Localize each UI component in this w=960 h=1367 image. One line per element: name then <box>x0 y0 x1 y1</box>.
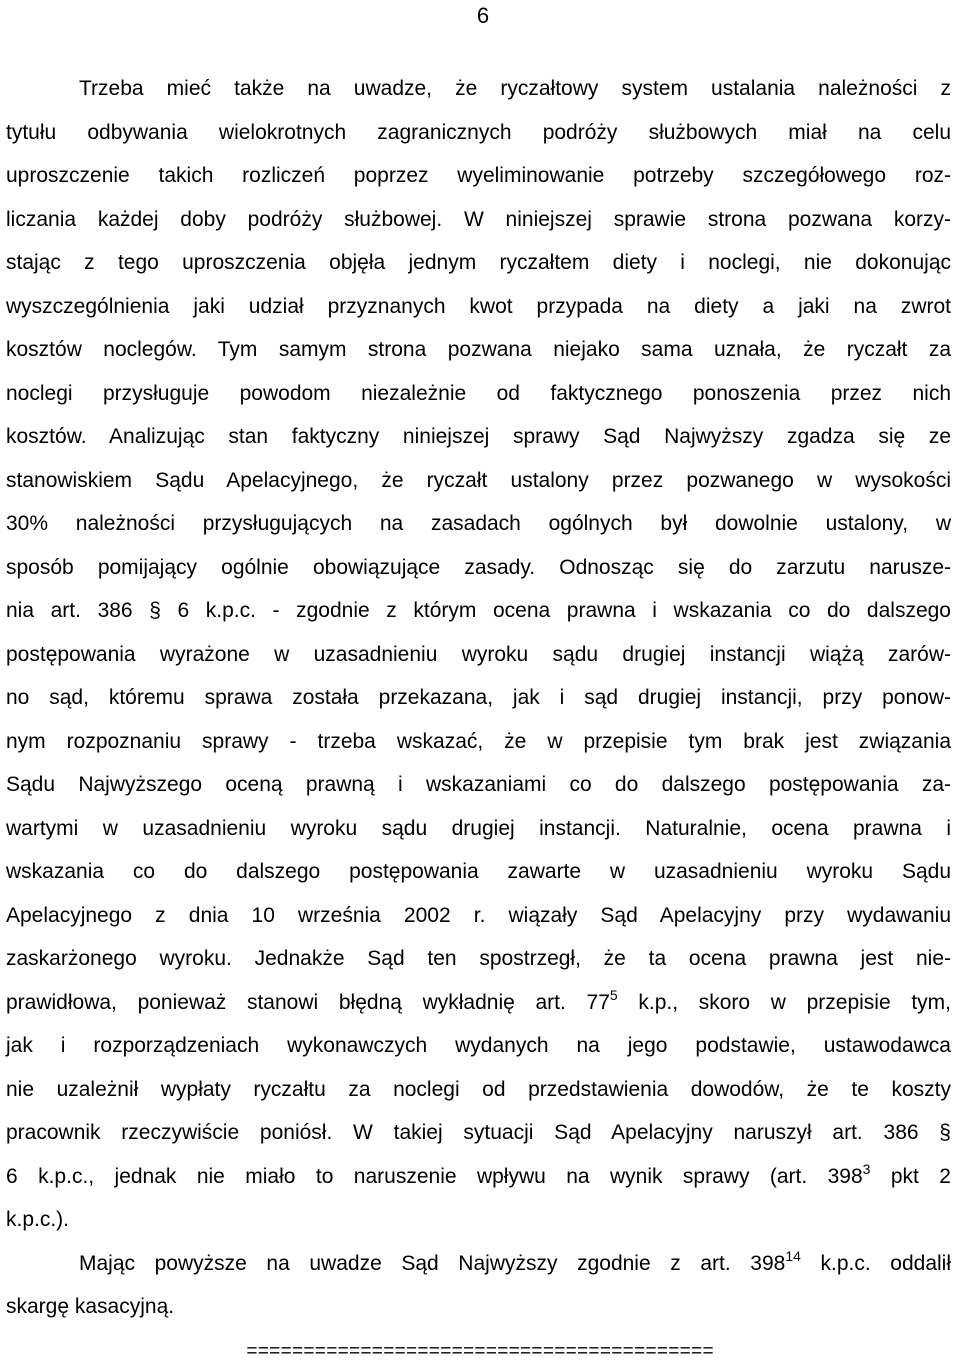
text-segment: Mając powyższe na uwadze Sąd Najwyższy zgodnie z art. 398 <box>79 1251 786 1275</box>
paragraph-line: wyszczególnienia jaki udział przyznanych kwot przypada na diety a jaki na zwrot <box>6 294 951 318</box>
text-segment: prawidłowa, ponieważ stanowi błędną wykładnię art. 77 <box>6 990 610 1014</box>
superscript: 14 <box>785 1247 801 1264</box>
paragraph-line: nie uzależnił wypłaty ryczałtu za noclegi od przedstawienia dowodów, że te koszty <box>6 1077 951 1101</box>
paragraph-line <box>6 1242 951 1286</box>
paragraph-line: k.p.c.). <box>6 1208 70 1231</box>
paragraph-line: sposób pomijający ogólnie obowiązujące zasady. Odnosząc się do zarzutu narusze- <box>6 555 951 579</box>
page-number: 6 <box>476 3 490 28</box>
text-segment: 6 k.p.c., jednak nie miało to naruszenie wpływu na wynik sprawy (art. 398 <box>6 1164 863 1188</box>
document-body <box>6 67 951 1329</box>
paragraph-line: skargę kasacyjną. <box>6 1295 175 1318</box>
superscript: 3 <box>862 1160 871 1177</box>
paragraph-line: nia art. 386 § 6 k.p.c. - zgodnie z którym ocena prawna i wskazania co do dalszego <box>6 599 951 622</box>
superscript: 5 <box>609 986 618 1003</box>
text-segment: k.p., skoro w przepisie tym, <box>617 990 951 1014</box>
paragraph-line: Trzeba mieć także na uwadze, że ryczałtowy system ustalania należności z <box>79 77 951 100</box>
paragraph-line: noclegi przysługuje powodom niezależnie od faktycznego ponoszenia przez nich <box>6 381 951 405</box>
paragraph-line: Apelacyjnego z dnia 10 września 2002 r. wiązały Sąd Apelacyjny przy wydawaniu <box>6 903 951 927</box>
paragraph-line: 30% należności przysługujących na zasadach ogólnych był dowolnie ustalony, w <box>6 512 951 535</box>
paragraph-line: kosztów. Analizując stan faktyczny niniejszej sprawy Sąd Najwyższy zgadza się ze <box>6 425 951 448</box>
paragraph-line: liczania każdej doby podróży służbowej. W niniejszej sprawie strona pozwana korzy- <box>6 207 951 231</box>
paragraph-line: nym rozpoznaniu sprawy - trzeba wskazać, że w przepisie tym brak jest związania <box>6 729 951 753</box>
paragraph-line: uproszczenie takich rozliczeń poprzez wyeliminowanie potrzeby szczegółowego roz- <box>6 164 951 187</box>
paragraph-line: Sądu Najwyższego oceną prawną i wskazaniami co do dalszego postępowania za- <box>6 773 951 796</box>
text-segment: pkt 2 <box>870 1164 951 1188</box>
paragraph-line: jak i rozporządzeniach wykonawczych wydanych na jego podstawie, ustawodawca <box>6 1034 951 1057</box>
paragraph-line: tytułu odbywania wielokrotnych zagranicznych podróży służbowych miał na celu <box>6 120 951 144</box>
paragraph-line: wartymi w uzasadnieniu wyroku sądu drugiej instancji. Naturalnie, ocena prawna i <box>6 816 951 840</box>
paragraph-line: pracownik rzeczywiście poniósł. W takiej sytuacji Sąd Apelacyjny naruszył art. 386 § <box>6 1121 951 1144</box>
paragraph-line: wskazania co do dalszego postępowania zawarte w uzasadnieniu wyroku Sądu <box>6 860 951 883</box>
paragraph-line: stanowiskiem Sądu Apelacyjnego, że ryczałt ustalony przez pozwanego w wysokości <box>6 468 951 492</box>
separator-rule: ========================================= <box>246 1341 714 1363</box>
paragraph-line: no sąd, któremu sprawa została przekazana, jak i sąd drugiej instancji, przy ponow- <box>6 686 951 709</box>
paragraph-line: stając z tego uproszczenia objęła jednym ryczałtem diety i noclegi, nie dokonując <box>6 251 951 274</box>
text-segment: k.p.c. oddalił <box>800 1251 951 1275</box>
paragraph-line: postępowania wyrażone w uzasadnieniu wyroku sądu drugiej instancji wiążą zarów- <box>6 642 951 666</box>
paragraph-line: kosztów noclegów. Tym samym strona pozwana niejako sama uznała, że ryczałt za <box>6 338 951 361</box>
paragraph-line <box>6 981 951 1025</box>
paragraph-line <box>6 1155 951 1199</box>
paragraph-line: zaskarżonego wyroku. Jednakże Sąd ten spostrzegł, że ta ocena prawna jest nie- <box>6 947 951 970</box>
